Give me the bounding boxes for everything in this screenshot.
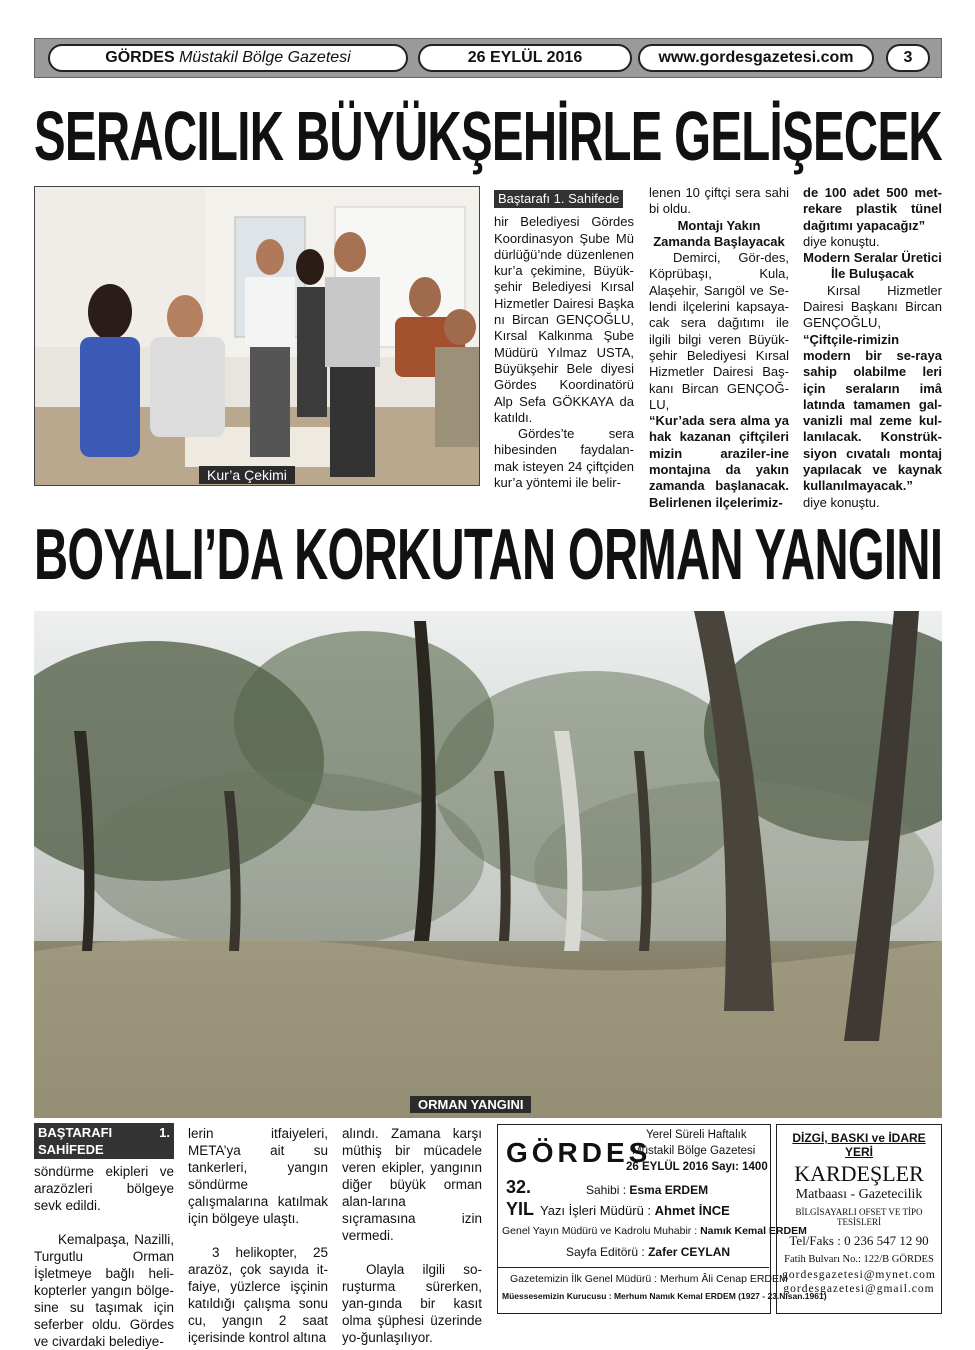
masthead-divider <box>498 1267 769 1268</box>
masthead-founder-gm: Gazetemizin İlk Genel Müdürü : Merhum Âli Cenap ERDEM <box>510 1273 788 1285</box>
editor-label: Yazı İşleri Müdürü : <box>540 1203 652 1218</box>
forest-fire-image <box>34 611 942 1118</box>
article1-col3-quote: de 100 adet 500 met-rekare plastik tünel dağıtımı yapacağız” <box>803 185 942 233</box>
article1-col3 <box>803 185 942 511</box>
header-date <box>418 44 632 72</box>
printer-name: KARDEŞLER <box>794 1161 924 1186</box>
masthead-editor <box>540 1203 730 1218</box>
owner-name: Esma ERDEM <box>629 1183 709 1197</box>
article1-col3-quote2: “Çiftçile-rimizin modern bir se-raya sahip olabilme leri için seraların imâ latında tamamen gal-vanizli mal zeme kul-lanılacak. Konstrük-siyon cıvatalı montaj yapılacak ve kaynak kullanılmayacak.” <box>803 331 942 494</box>
article1-col1 <box>494 190 634 491</box>
article2-col2a-text: lerin itfaiyeleri, META’ya ait su tankerleri, yangın söndürme çalışmalarına katılmak için bölgeye ulaştı. <box>188 1126 328 1226</box>
article2-headline: BOYALI’DA KORKUTAN ORMAN YANGINI <box>34 515 943 595</box>
masthead-owner <box>586 1183 708 1197</box>
article2-col1b-text: Kemalpaşa, Nazilli, Turgutlu Orman İşletmeye bağlı heli-kopterler yangın bölge-sine su taşımak için seferber oldu. Gördes ve civardaki belediye- <box>34 1232 174 1349</box>
editor-name: Ahmet İNCE <box>654 1203 730 1218</box>
article1-col2-quote: “Kur’ada sera alma ya hak kazanan çiftçileri mizin araziler-ine montajına da yakın zamanda başlanacak. Belirlenen ilçelerimiz- <box>649 413 789 510</box>
article2-col3a-text: alındı. Zamana karşı müthiş bir mücadele veren ekipler, yangının diğer büyük orman alan-larına sıçramasına izin vermedi. <box>342 1126 482 1243</box>
page-editor-label: Sayfa Editörü : <box>566 1245 645 1259</box>
masthead-title: GÖRDES <box>506 1137 652 1168</box>
article1-col2a-text: lenen 10 çiftçi sera sahi bi oldu. <box>649 185 789 217</box>
paper-subtitle: Müstakil Bölge Gazetesi <box>179 49 351 66</box>
masthead-box <box>497 1124 827 1314</box>
article1-col1-text: hir Belediyesi Gördes Koordinasyon Şube Mü dürlüğü’nde düzenlenen kur’a çekimine, Büyük-şehir Belediyesi Kırsal Hizmetler Dairesi Başka nı Bircan GENÇOĞLU, Kırsal Kalkınma Şube Müdürü Yılmaz USTA, Büyükşehir Bele diyesi Gördes Koordinatörü Alp Sefa GÖKKAYA da katıldı. <box>494 214 634 425</box>
article2-col1 <box>34 1123 174 1350</box>
masthead-gm <box>502 1225 807 1237</box>
article1-subheading-2: Modern Seralar Üretici İle Buluşacak <box>803 250 942 282</box>
article2-photo-caption: ORMAN YANGINI <box>410 1096 531 1113</box>
masthead-page-editor <box>566 1245 730 1259</box>
page-editor-name: Zafer CEYLAN <box>648 1245 731 1259</box>
page-number-text: 3 <box>903 49 913 66</box>
article1-photo-caption: Kur’a Çekimi <box>199 466 295 484</box>
article1-col3b-text: Kırsal Hizmetler Dairesi Başkanı Bircan GENÇOĞLU, <box>803 282 942 331</box>
printer-box <box>776 1124 942 1314</box>
article2-continued-tag: BAŞTARAFI 1. SAHİFEDE <box>34 1123 174 1159</box>
article2-col3 <box>342 1125 482 1346</box>
article1-headline: SERACILIK BÜYÜKŞEHİRLE GELİŞECEK <box>34 97 942 175</box>
masthead-year: 32. <box>506 1177 532 1197</box>
article1-continued-tag: Baştarafı 1. Sahifede <box>494 190 623 208</box>
printer-type: Matbaası - Gazetecilik <box>795 1187 923 1202</box>
article1-col3c-text: diye konuştu. <box>803 494 880 510</box>
article1-col2b-text: Demirci, Gör-des, Köprübaşı, Kula, Alaşehir, Sarıgöl ve Se-lendi ilçelerini kapsaya-cak sera dağıtımı ile ilgili bilgi veren Büyük-şehir Belediyesi Kırsal Hizmetler Dairesi Baş-kanı Bircan GENÇOĞ-LU, <box>649 250 789 412</box>
article1-photo <box>34 186 480 486</box>
masthead-founder: Müessesemizin Kurucusu : Merhum Namık Kemal ERDEM (1927 - 23.Nisan.1961) <box>502 1291 827 1301</box>
article1-col3a-text: diye konuştu. <box>803 233 880 249</box>
printer-email-1[interactable]: gordesgazetesi@mynet.com <box>782 1269 936 1281</box>
date-text: 26 EYLÜL 2016 <box>467 49 583 66</box>
article2-col1a-text: söndürme ekipleri ve arazözleri bölgeye sevk edildi. <box>34 1164 174 1213</box>
website-link[interactable]: www.gordesgazetesi.com <box>658 49 854 66</box>
masthead-subtitle: Müstakil Bölge Gazetesi <box>632 1145 756 1157</box>
article2-col2 <box>188 1125 328 1346</box>
article2-col2b-text: 3 helikopter, 25 arazöz, çok sayıda it-faiye, yüzlerce işçinin katıldığı çalışma sonu cu, yangın 2 saat içerisinde kontrol altına <box>188 1245 328 1345</box>
article1-col2 <box>649 185 789 511</box>
paper-name-pill <box>48 44 408 72</box>
printer-address: Fatih Bulvarı No.: 122/B GÖRDES <box>784 1254 934 1265</box>
page-number <box>886 44 930 72</box>
lottery-photo-image <box>35 187 480 486</box>
masthead-type: Yerel Süreli Haftalık <box>646 1129 747 1141</box>
masthead-date-issue: 26 EYLÜL 2016 Sayı: 1400 <box>626 1161 768 1173</box>
gm-name: Namık Kemal ERDEM <box>700 1225 807 1237</box>
article2-col3b-text: Olayla ilgili so-ruşturma sürerken, yan-gında bir kasıt olma şüphesi üzerinde yo-ğunlaşılıyor. <box>342 1262 482 1345</box>
masthead-year-label: YIL <box>506 1199 535 1219</box>
owner-label: Sahibi : <box>586 1183 627 1197</box>
printer-heading: DİZGİ, BASKI ve İDARE YERİ <box>792 1131 926 1159</box>
article1-col1b-text: Gördes’te sera hibesinden faydalan-mak isteyen 24 çiftçiden kur’a yöntemi ile belir- <box>494 426 634 491</box>
paper-name: GÖRDES <box>105 49 175 66</box>
header-website[interactable] <box>638 44 874 72</box>
printer-services: BİLGİSAYARLI OFSET VE TİPO TESİSLERİ <box>795 1207 923 1227</box>
article1-subheading-1: Montajı Yakın Zamanda Başlayacak <box>653 217 785 249</box>
article2-photo <box>34 611 942 1118</box>
printer-email-2[interactable]: gordesgazetesi@gmail.com <box>783 1283 935 1295</box>
printer-phone: Tel/Faks : 0 236 547 12 90 <box>789 1233 929 1248</box>
gm-label: Genel Yayın Müdürü ve Kadrolu Muhabir : <box>502 1225 698 1237</box>
